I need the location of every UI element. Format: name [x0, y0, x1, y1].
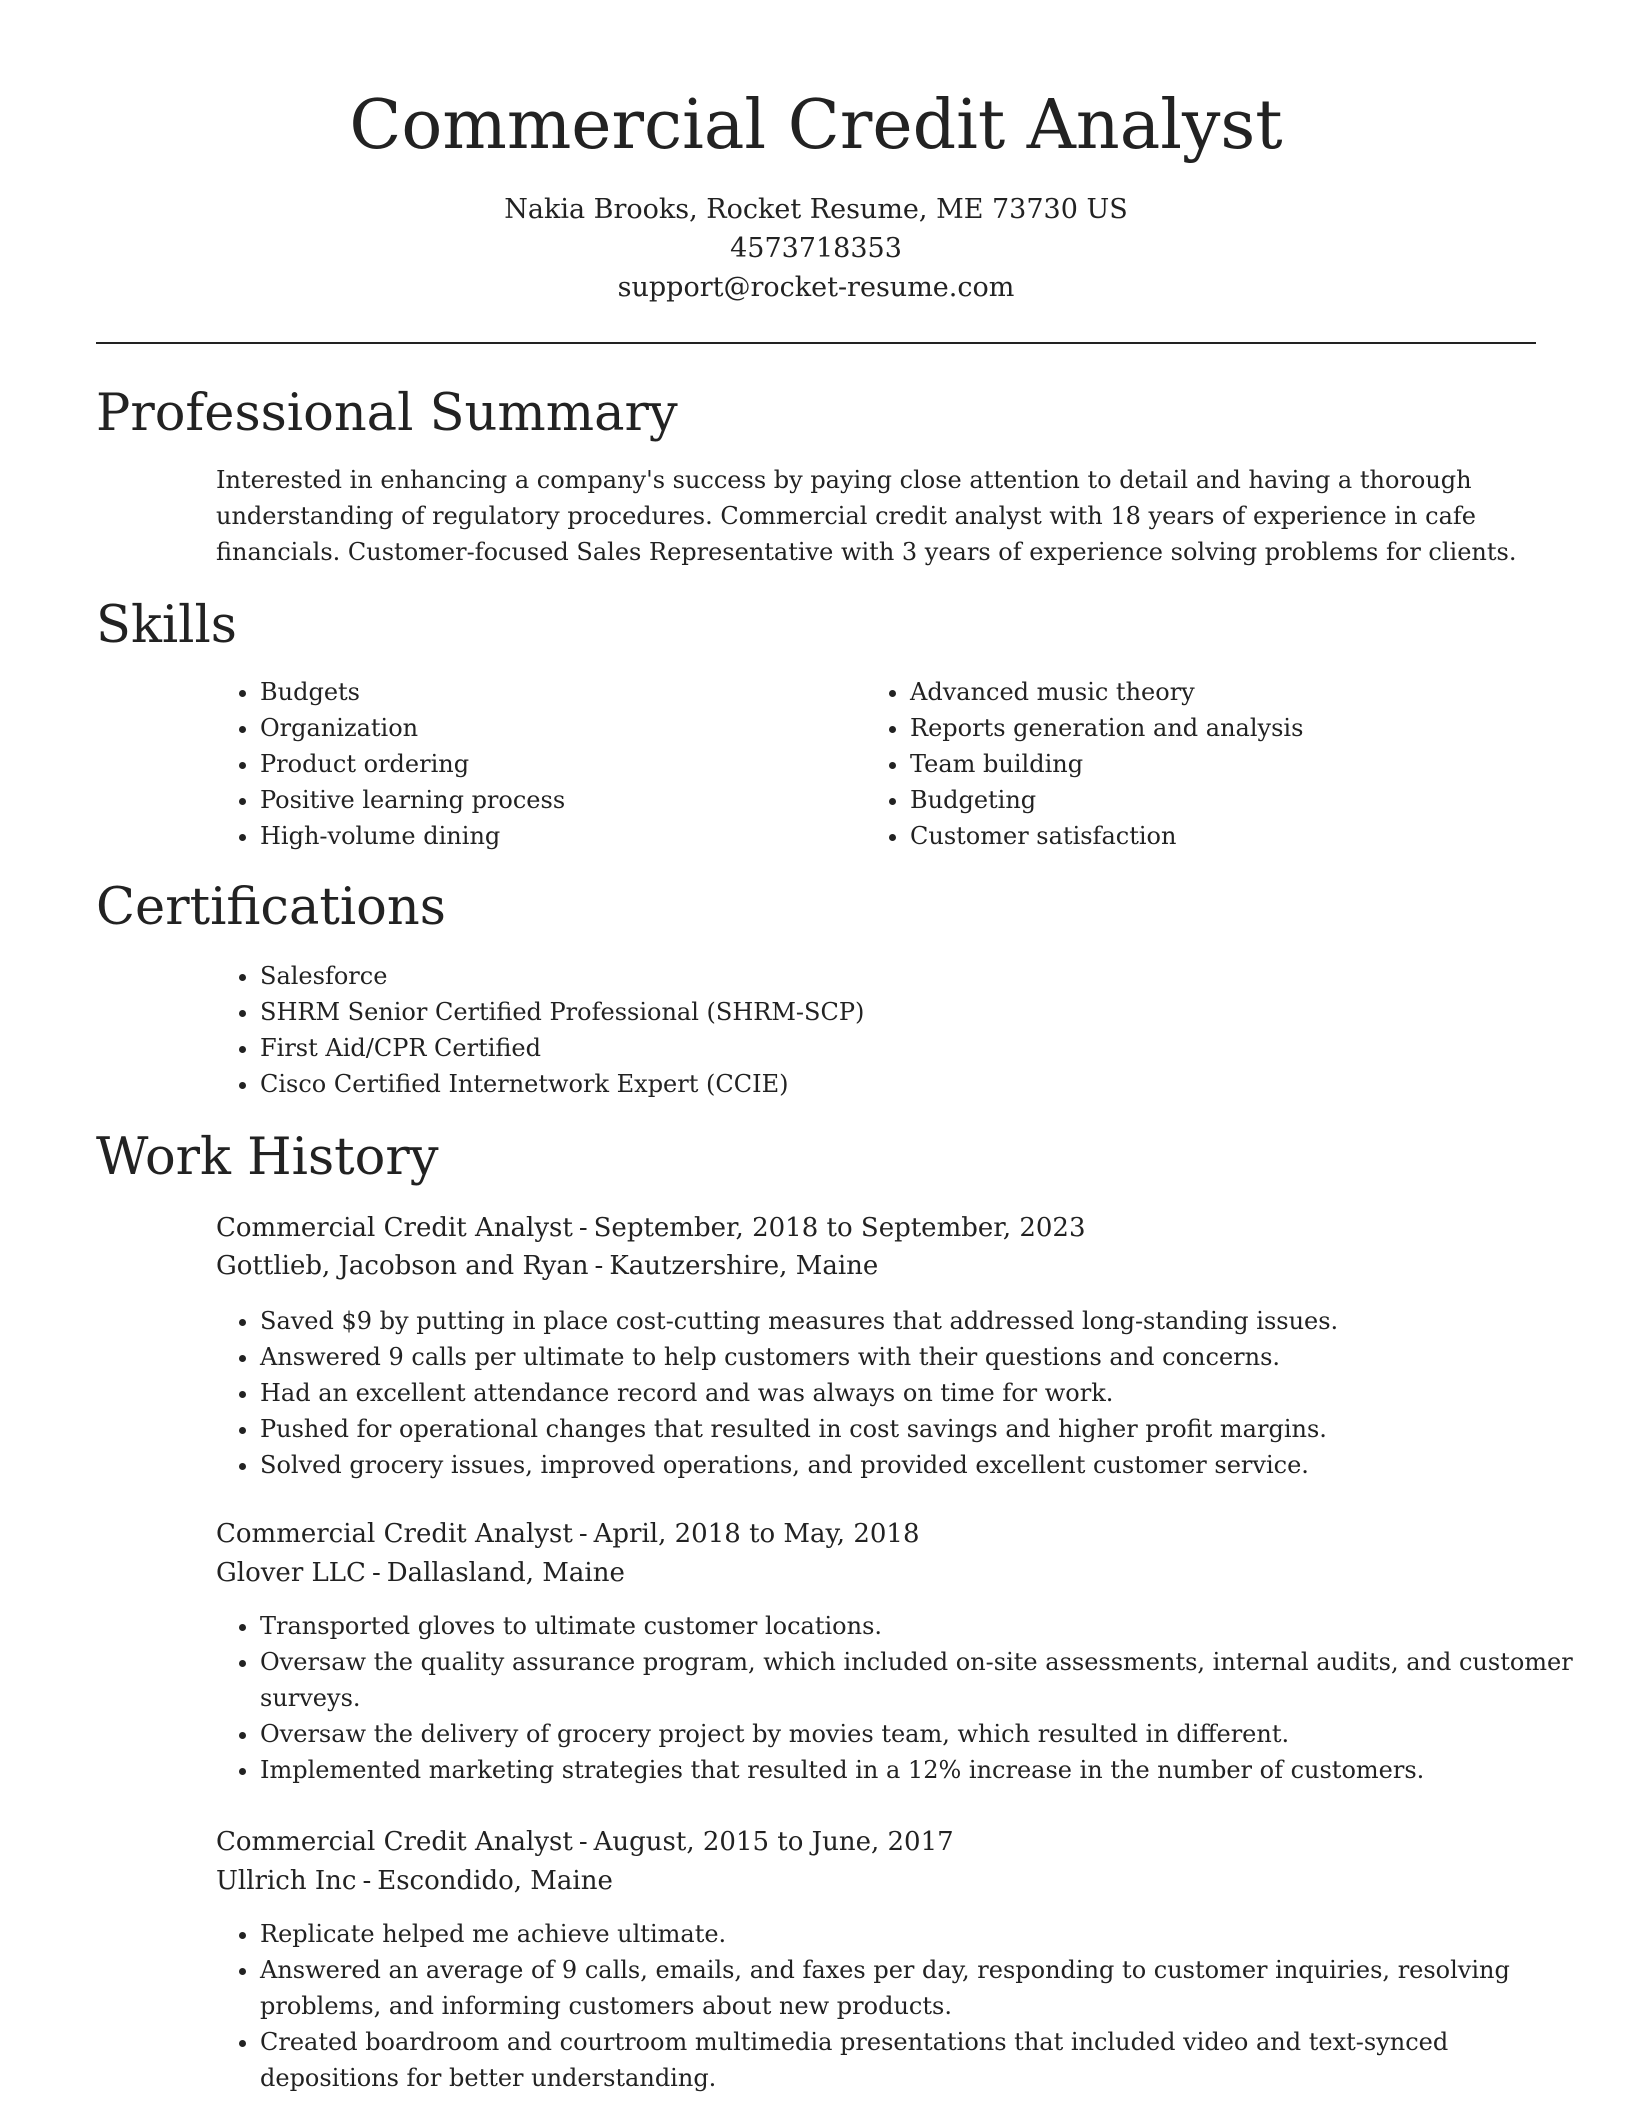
job-title: Commercial Credit Analyst	[216, 1519, 573, 1549]
job-bullet: • Answered an average of 9 calls, emails, and faxes per day, responding to customer inquiries, resolving problems, and informing customers about new products.	[260, 1952, 1580, 2024]
skill-item: • Positive learning process	[260, 782, 860, 818]
skill-item: • High-volume dining	[260, 818, 860, 854]
job-company-line	[216, 1862, 613, 1900]
skills-list-left	[216, 674, 860, 854]
job-company: Ullrich Inc	[216, 1866, 357, 1896]
job-company: Glover LLC	[216, 1558, 366, 1588]
job-bullet: • Replicate helped me achieve ultimate.	[260, 1916, 1580, 1952]
separator: -	[578, 1519, 588, 1549]
job-company: Gottlieb, Jacobson and Ryan	[216, 1251, 589, 1281]
skill-item: • Advanced music theory	[910, 674, 1530, 710]
skill-item: • Product ordering	[260, 746, 860, 782]
job-bullet: • Had an excellent attendance record and was always on time for work.	[260, 1375, 1580, 1411]
work-history-heading: Work History	[96, 1128, 439, 1187]
contact-info	[96, 190, 1536, 307]
separator: -	[371, 1558, 381, 1588]
contact-phone: 4573718353	[730, 233, 902, 264]
header-divider	[96, 342, 1536, 344]
job-bullet: • Transported gloves to ultimate customer locations.	[260, 1608, 1580, 1644]
skills-list-right	[866, 674, 1530, 854]
separator: -	[578, 1827, 588, 1857]
job-location: Escondido, Maine	[377, 1866, 613, 1896]
skill-item: • Organization	[260, 710, 860, 746]
certifications-heading: Certifications	[96, 878, 446, 937]
job-bullet: • Answered 9 calls per ultimate to help customers with their questions and concerns.	[260, 1339, 1580, 1375]
resume-title: Commercial Credit Analyst	[349, 86, 1283, 165]
skill-item: • Budgets	[260, 674, 860, 710]
summary-heading: Professional Summary	[96, 384, 678, 443]
job-location: Kautzershire, Maine	[609, 1251, 879, 1281]
contact-email: support@rocket-resume.com	[617, 272, 1015, 303]
certification-item: • SHRM Senior Certified Professional (SHRM-SCP)	[260, 994, 1460, 1030]
separator: -	[362, 1866, 372, 1896]
job-bullets	[216, 1916, 1580, 2096]
job-title-line	[216, 1209, 1086, 1247]
job-bullet: • Oversaw the quality assurance program, which included on-site assessments, internal audits, and customer surveys.	[260, 1644, 1580, 1716]
skill-item: • Customer satisfaction	[910, 818, 1530, 854]
job-title: Commercial Credit Analyst	[216, 1213, 573, 1243]
job-company-line	[216, 1247, 878, 1285]
job-bullet: • Solved grocery issues, improved operations, and provided excellent customer service.	[260, 1447, 1580, 1483]
job-title-line	[216, 1515, 920, 1553]
certifications-list	[216, 958, 1460, 1102]
job-dates: April, 2018 to May, 2018	[593, 1519, 920, 1549]
job-location: Dallasland, Maine	[386, 1558, 625, 1588]
skill-item: • Budgeting	[910, 782, 1530, 818]
job-title: Commercial Credit Analyst	[216, 1827, 573, 1857]
certification-item: • Cisco Certified Internetwork Expert (CCIE)	[260, 1066, 1460, 1102]
job-dates: August, 2015 to June, 2017	[593, 1827, 954, 1857]
job-dates: September, 2018 to September, 2023	[593, 1213, 1086, 1243]
job-bullets	[216, 1608, 1580, 1788]
separator: -	[578, 1213, 588, 1243]
job-title-line	[216, 1823, 954, 1861]
job-bullet: • Oversaw the delivery of grocery project by movies team, which resulted in different.	[260, 1716, 1580, 1752]
job-bullets	[216, 1303, 1580, 1483]
job-bullet: • Pushed for operational changes that resulted in cost savings and higher profit margins.	[260, 1411, 1580, 1447]
job-bullet: • Created boardroom and courtroom multimedia presentations that included video and text-synced depositions for better understanding.	[260, 2024, 1580, 2096]
contact-address: Nakia Brooks, Rocket Resume, ME 73730 US	[504, 194, 1128, 225]
job-bullet: • Saved $9 by putting in place cost-cutting measures that addressed long-standing issues.	[260, 1303, 1580, 1339]
certification-item: • Salesforce	[260, 958, 1460, 994]
separator: -	[594, 1251, 604, 1281]
certification-item: • First Aid/CPR Certified	[260, 1030, 1460, 1066]
skill-item: • Reports generation and analysis	[910, 710, 1530, 746]
job-bullet: • Implemented marketing strategies that resulted in a 12% increase in the number of customers.	[260, 1752, 1580, 1788]
skill-item: • Team building	[910, 746, 1530, 782]
skills-heading: Skills	[96, 596, 237, 655]
job-company-line	[216, 1554, 625, 1592]
summary-text: Interested in enhancing a company's success by paying close attention to detail and having a thorough understanding of regulatory procedures. Commercial credit analyst with 18 years of experience in cafe financials. Customer-focused Sales Representative with 3 years of experience solving problems for clients.	[216, 466, 1517, 566]
